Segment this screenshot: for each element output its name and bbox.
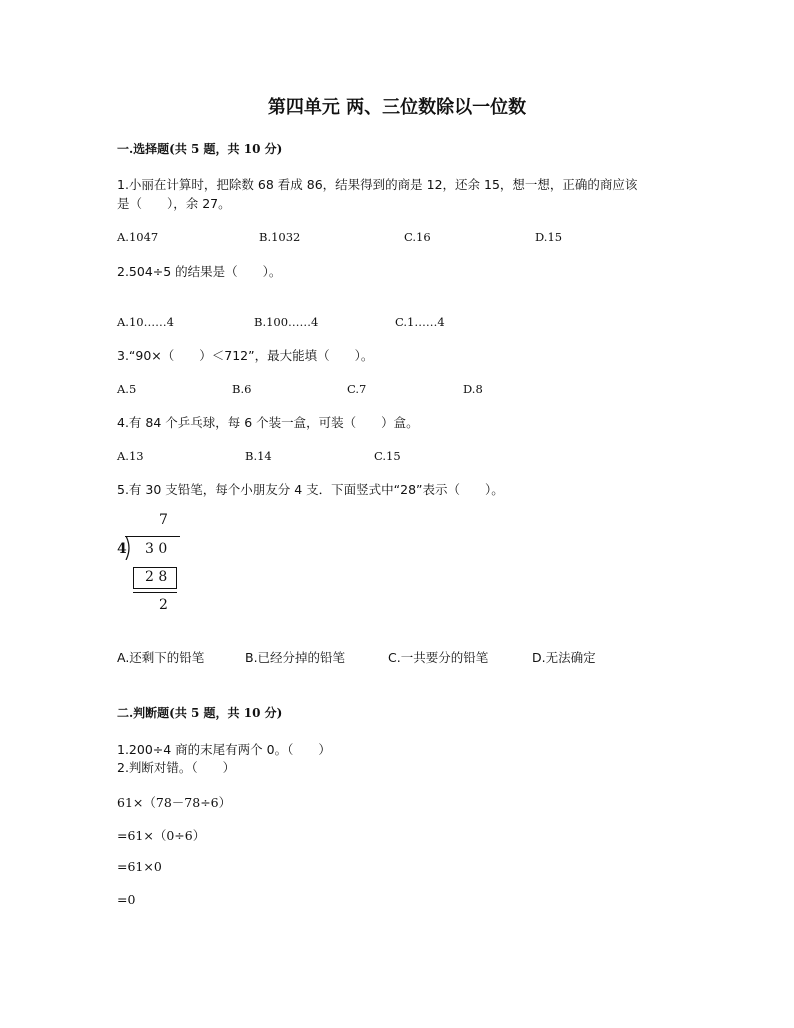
division-dividend: 3 0	[145, 541, 168, 557]
q3-option-a: A.5	[117, 382, 137, 396]
q2-option-a: A.10……4	[117, 315, 174, 329]
question-1-line-2: 是（ ），余 27。	[117, 196, 231, 211]
page-title: 第四单元 两、三位数除以一位数	[267, 97, 527, 118]
division-product: 2 8	[145, 569, 168, 585]
calc-step-3: =61×0	[117, 859, 162, 874]
q5-option-b: B.已经分掉的铅笔	[245, 650, 346, 665]
q2-option-b: B.100……4	[254, 315, 319, 329]
calc-step-4: =0	[117, 892, 136, 907]
division-bar	[125, 536, 180, 537]
q2-option-c: C.1……4	[395, 315, 445, 329]
division-remainder: 2	[159, 597, 168, 613]
division-quotient: 7	[159, 512, 168, 528]
section-heading-choice: 一.选择题(共 5 题，共 10 分)	[117, 142, 283, 156]
question-5: 5.有 30 支铅笔，每个小朋友分 4 支．下面竖式中“28”表示（ ）。	[117, 482, 504, 497]
q5-option-d: D.无法确定	[532, 650, 596, 665]
question-4: 4.有 84 个乒乓球，每 6 个装一盒，可装（ ）盒。	[117, 415, 419, 430]
q1-option-c: C.16	[404, 230, 431, 244]
judgement-question-1: 1.200÷4 商的末尾有两个 0。（ ）	[117, 742, 331, 757]
calc-step-2: =61×（0÷6）	[117, 828, 206, 843]
judgement-question-2: 2.判断对错。（ ）	[117, 760, 236, 775]
q1-option-a: A.1047	[117, 230, 159, 244]
q4-option-a: A.13	[117, 449, 144, 463]
q3-option-d: D.8	[463, 382, 483, 396]
q1-option-d: D.15	[535, 230, 563, 244]
q4-option-b: B.14	[245, 449, 272, 463]
q5-option-c: C.一共要分的铅笔	[388, 650, 489, 665]
question-2: 2.504÷5 的结果是（ ）。	[117, 264, 282, 279]
q4-option-c: C.15	[374, 449, 401, 463]
calc-step-1: 61×（78－78÷6）	[117, 795, 232, 810]
division-bracket	[125, 536, 133, 560]
q1-option-b: B.1032	[259, 230, 301, 244]
q5-option-a: A.还剩下的铅笔	[117, 650, 205, 665]
long-division-figure	[115, 508, 195, 618]
division-divisor: 4	[117, 541, 127, 557]
question-1-line-1: 1.小丽在计算时，把除数 68 看成 86，结果得到的商是 12，还余 15，想一想，正确的商应该	[117, 177, 638, 192]
q3-option-c: C.7	[347, 382, 367, 396]
section-heading-judgement: 二.判断题(共 5 题，共 10 分)	[117, 706, 283, 720]
question-3: 3.“90×（ ）＜712”，最大能填（ ）。	[117, 348, 374, 363]
division-subtract-line	[133, 592, 177, 593]
q3-option-b: B.6	[232, 382, 252, 396]
